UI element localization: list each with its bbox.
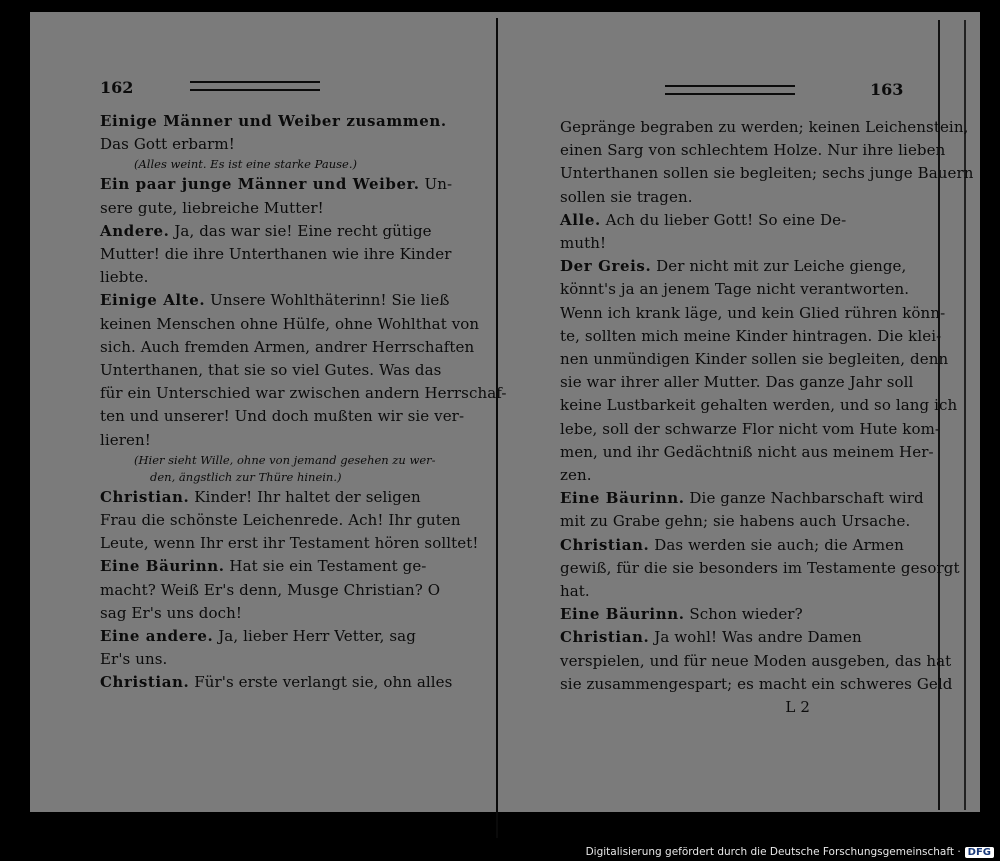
line-text: Unterthanen sollen sie begleiten; sechs junge Bauern (560, 164, 974, 183)
line-text: Er's uns. (100, 650, 168, 669)
line-text: liebte. (100, 268, 149, 287)
text-line (560, 371, 914, 394)
stage-direction: den, ängstlich zur Thüre hinein.) (150, 469, 342, 484)
line-text: verspielen, und für neue Moden ausgeben, das hat (560, 651, 952, 670)
speaker-name: Eine andere. (100, 627, 214, 646)
line-text: Ja, lieber Herr Vetter, sag (213, 627, 416, 646)
line-text: zen. (560, 466, 592, 485)
line-text: Hat sie ein Testament ge- (224, 557, 427, 576)
text-line (560, 603, 900, 626)
stage-direction: (Hier sieht Wille, ohne von jemand gesehen zu wer- (134, 452, 436, 467)
line-text: Wenn ich krank läge, und kein Glied rühren könn- (560, 303, 946, 322)
line-text: sie war ihrer aller Mutter. Das ganze Jahr soll (560, 373, 914, 392)
credit-text: Digitalisierung gefördert durch die Deutsche Forschungsgemeinschaft · (585, 846, 961, 858)
text-line (560, 278, 910, 301)
text-line (100, 220, 445, 243)
text-line (560, 580, 900, 603)
text-line (100, 579, 445, 602)
line-text: Ja wohl! Was andre Damen (649, 628, 862, 647)
text-line (560, 162, 974, 185)
speaker-name: Alle. (560, 210, 601, 229)
text-line (100, 243, 452, 266)
digitization-credit (586, 846, 994, 858)
text-line (560, 418, 941, 441)
text-line (100, 133, 445, 156)
line-text: sag Er's uns doch! (100, 603, 243, 622)
line-text: Mutter! die ihre Unterthanen wie ihre Kinder (100, 245, 452, 264)
catchword: L 2 (785, 698, 810, 717)
line-text: nen unmündigen Kinder sollen sie begleiten, denn (560, 350, 949, 369)
page-number-left: 162 (100, 78, 134, 97)
text-line (100, 405, 465, 428)
line-text: gewiß, für die sie besonders im Testamente gesorgt (560, 558, 960, 577)
text-line (100, 289, 450, 312)
right-page-text (560, 116, 974, 719)
text-line (560, 139, 946, 162)
line-text: Unterthanen, that sie so viel Gutes. Was das (100, 361, 442, 380)
line-text: men, und ihr Gedächtniß nicht aus meinem Her- (560, 442, 934, 461)
text-line (560, 487, 924, 510)
line-text: Leute, wenn Ihr erst ihr Testament hören solltet! (100, 534, 479, 553)
line-text: Ach du lieber Gott! So eine De- (600, 210, 847, 229)
line-text: Gepränge begraben zu werden; keinen Leichenstein, (560, 118, 969, 136)
stage-direction: (Alles weint. Es ist eine starke Pause.) (134, 157, 357, 172)
text-line (560, 650, 952, 673)
header-rule-left (190, 81, 320, 91)
line-text: Für's erste verlangt sie, ohn alles (189, 673, 453, 692)
text-line (100, 382, 507, 405)
line-text: ten und unserer! Und doch mußten wir sie ver- (100, 407, 465, 426)
line-text: Das Gott erbarm! (100, 135, 235, 154)
text-line (100, 648, 445, 671)
text-line (560, 534, 904, 557)
text-line (560, 394, 958, 417)
line-text: Kinder! Ihr haltet der seligen (189, 487, 421, 506)
text-line (100, 486, 445, 509)
text-line (100, 266, 445, 289)
line-text: könnt's ja an jenem Tage nicht verantworten. (560, 280, 910, 299)
text-line (100, 509, 461, 532)
text-line (560, 557, 960, 580)
text-line (560, 116, 969, 139)
line-text: Die ganze Nachbarschaft wird (684, 489, 924, 508)
text-line (560, 673, 953, 696)
line-text: Der nicht mit zur Leiche gienge, (651, 257, 907, 276)
line-text: lebe, soll der schwarze Flor nicht vom Hute kom- (560, 419, 941, 438)
text-line (560, 348, 949, 371)
line-text: Un- (419, 175, 453, 194)
text-line (560, 186, 900, 209)
text-line (560, 626, 900, 649)
text-line (100, 602, 445, 625)
dfg-logo: DFG (965, 847, 994, 858)
text-line (560, 232, 900, 255)
line-text: Das werden sie auch; die Armen (649, 535, 904, 554)
text-line (560, 209, 900, 232)
line-text: Unsere Wohlthäterinn! Sie ließ (205, 291, 450, 310)
speaker-name: Einige Männer und Weiber zusammen. (100, 112, 447, 130)
speaker-name: Einige Alte. (100, 291, 206, 310)
text-line (560, 255, 907, 278)
line-text: sollen sie tragen. (560, 187, 693, 206)
text-line (560, 325, 942, 348)
speaker-name: Der Greis. (560, 257, 652, 276)
speaker-name: Christian. (560, 535, 650, 554)
text-line (560, 302, 946, 325)
line-text: muth! (560, 234, 607, 253)
speaker-name: Christian. (100, 487, 190, 506)
header-rule-right (665, 85, 795, 95)
speaker-name: Christian. (560, 628, 650, 647)
speaker-name: Eine Bäurinn. (560, 605, 685, 624)
text-line (100, 671, 453, 694)
speaker-name: Eine Bäurinn. (560, 489, 685, 508)
text-line (100, 429, 445, 452)
line-text: Ja, das war sie! Eine recht gütige (169, 221, 432, 240)
text-line (560, 510, 911, 533)
line-text: Schon wieder? (684, 605, 803, 624)
text-line (100, 173, 453, 196)
speaker-name: Christian. (100, 673, 190, 692)
text-line (100, 625, 445, 648)
text-line (100, 555, 445, 578)
text-line (100, 110, 445, 133)
text-line (100, 532, 479, 555)
line-text: hat. (560, 582, 590, 601)
line-text: sie zusammengespart; es macht ein schweres Geld (560, 674, 953, 693)
line-text: sere gute, liebreiche Mutter! (100, 198, 324, 217)
line-text: keine Lustbarkeit gehalten werden, und so lang ich (560, 396, 958, 415)
line-text: sich. Auch fremden Armen, andrer Herrschaften (100, 337, 475, 356)
text-line (100, 197, 445, 220)
text-line (560, 464, 900, 487)
text-line (100, 336, 475, 359)
text-line (100, 313, 480, 336)
book-gutter (496, 18, 498, 838)
line-text: lieren! (100, 430, 151, 449)
line-text: mit zu Grabe gehn; sie habens auch Ursache. (560, 512, 911, 531)
page-number-right: 163 (870, 80, 904, 99)
line-text: macht? Weiß Er's denn, Musge Christian? O (100, 580, 441, 599)
line-text: einen Sarg von schlechtem Holze. Nur ihre lieben (560, 141, 946, 160)
line-text: te, sollten mich meine Kinder hintragen. Die klei- (560, 326, 942, 345)
text-line (100, 359, 445, 382)
speaker-name: Ein paar junge Männer und Weiber. (100, 175, 420, 194)
line-text: keinen Menschen ohne Hülfe, ohne Wohlthat von (100, 314, 480, 333)
speaker-name: Eine Bäurinn. (100, 557, 225, 576)
line-text: Frau die schönste Leichenrede. Ach! Ihr guten (100, 511, 461, 530)
left-page-text (100, 110, 507, 695)
text-line (560, 441, 934, 464)
speaker-name: Andere. (100, 221, 170, 240)
line-text: für ein Unterschied war zwischen andern Herrschaf- (100, 384, 507, 403)
